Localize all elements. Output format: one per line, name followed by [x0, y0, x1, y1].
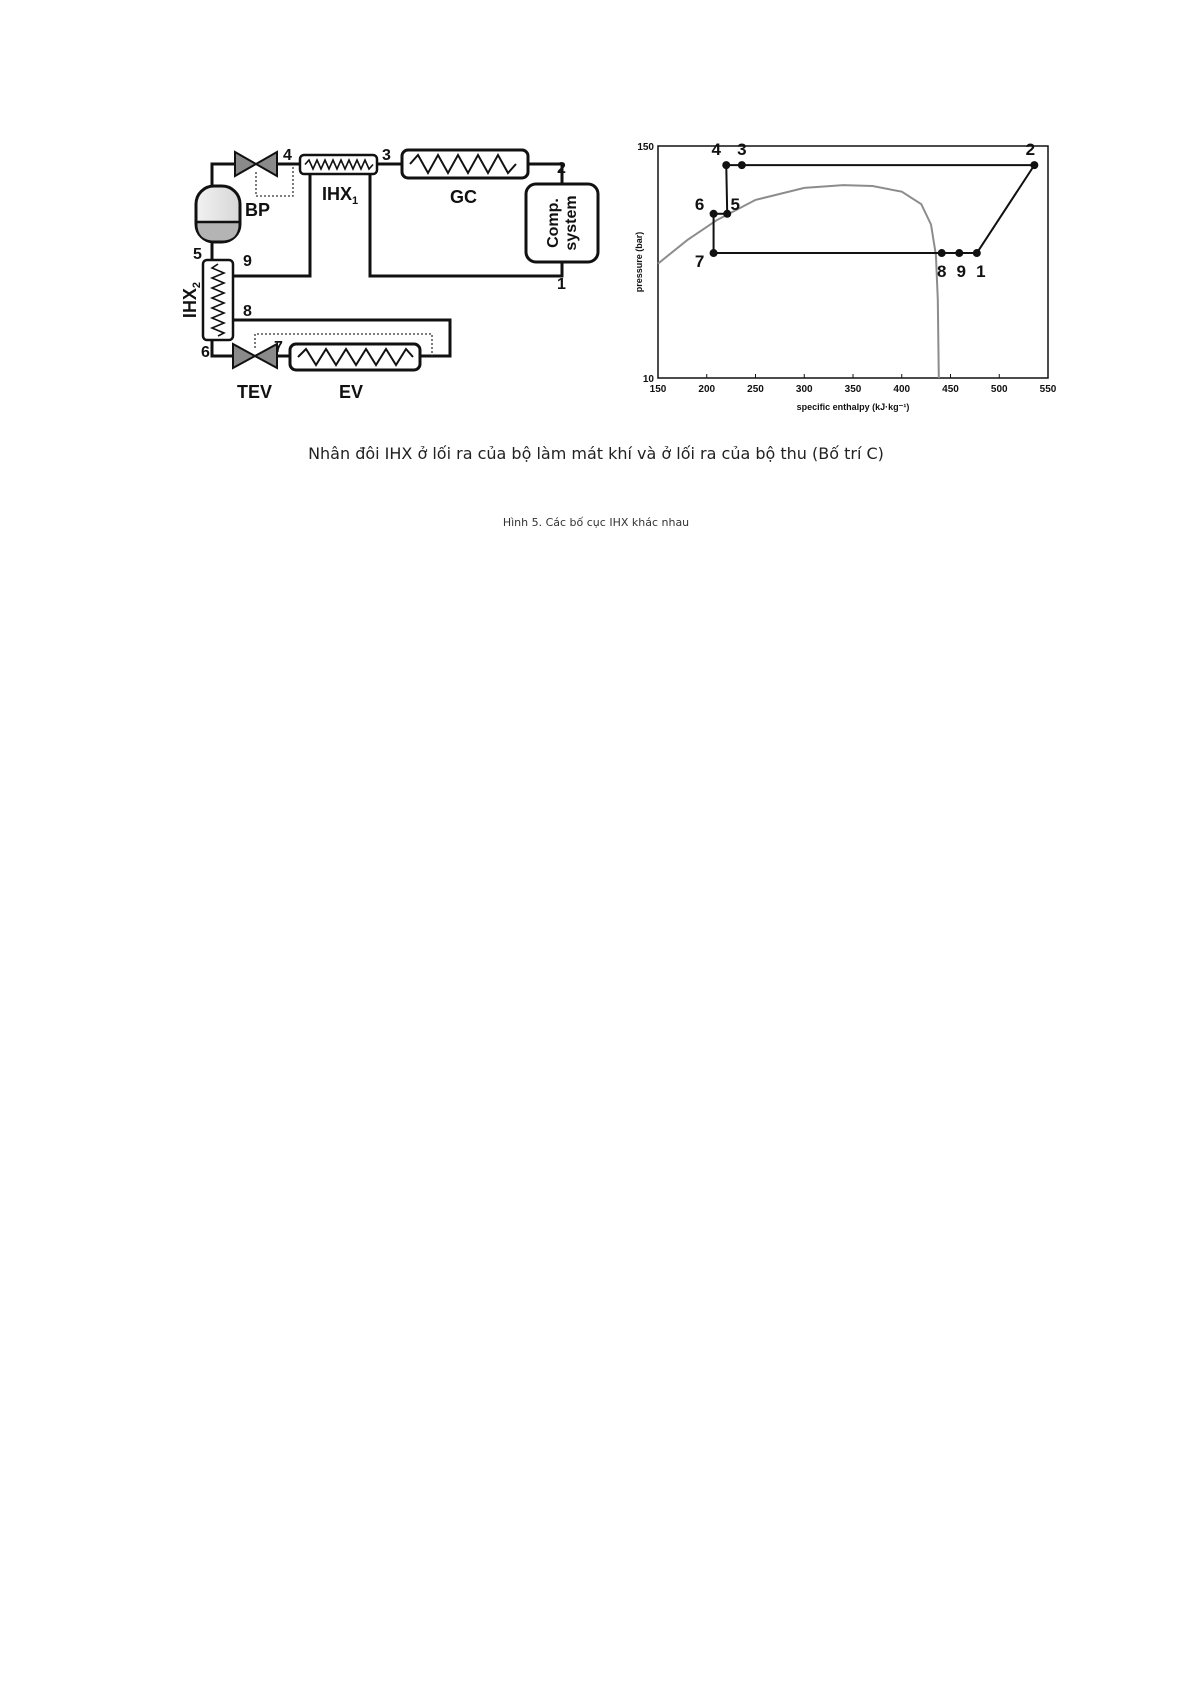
circuit-point-6: 6 [201, 344, 210, 361]
y-tick-label: 10 [642, 374, 654, 385]
label-gc: GC [450, 187, 477, 207]
circuit-point-2: 2 [557, 160, 566, 177]
cycle-point-label-1: 1 [976, 262, 986, 282]
cycle-lines [714, 165, 1035, 253]
cycle-point-label-4: 4 [711, 140, 721, 160]
label-comp-line1: Comp. [545, 198, 562, 248]
saturation-dome [658, 185, 939, 378]
x-axis-title: specific enthalpy (kJ·kg⁻¹) [796, 402, 910, 412]
cycle-point-9 [955, 249, 963, 257]
circuit-point-8: 8 [243, 303, 252, 320]
evaporator-icon [290, 344, 420, 370]
compressor-system-icon [526, 184, 598, 262]
x-tick-label: 450 [942, 384, 959, 395]
x-tick-label: 400 [893, 384, 911, 395]
pipe-bp-to-tank [212, 164, 234, 186]
label-ev: EV [339, 382, 364, 402]
x-tick-label: 550 [1039, 384, 1057, 395]
x-tick-label: 200 [698, 384, 716, 395]
receiver-tank-icon [196, 186, 240, 242]
y-tick-label: 150 [637, 142, 654, 153]
cycle-point-7 [710, 249, 718, 257]
cycle-segment-1-2 [977, 165, 1035, 253]
x-tick-label: 150 [649, 384, 667, 395]
x-tick-label: 350 [844, 384, 862, 395]
ihx2-icon [203, 260, 233, 340]
cycle-point-label-3: 3 [737, 140, 747, 160]
circuit-point-7: 7 [274, 339, 283, 356]
circuit-point-5: 5 [193, 246, 202, 263]
figure-caption: Nhân đôi IHX ở lối ra của bộ làm mát khí và ở lối ra của bộ thu (Bố trí C) [308, 444, 884, 463]
cycle-point-label-2: 2 [1025, 140, 1036, 160]
label-comp-line2: system [563, 195, 580, 251]
circuit-point-1: 1 [557, 276, 566, 293]
label-ihx2: $IHX_2$ [180, 281, 203, 319]
plot-frame [658, 146, 1048, 378]
y-axis-title: pressure (bar) [634, 231, 644, 293]
label-ihx1: $IHX_1$ [322, 184, 359, 207]
ph-chart [634, 140, 1057, 412]
cycle-point-label-9: 9 [956, 262, 967, 282]
x-axis-ticks [650, 374, 1057, 395]
ihx1-icon [300, 155, 377, 174]
cycle-point-1 [973, 249, 981, 257]
cycle-point-4 [722, 161, 730, 169]
label-tev: TEV [237, 382, 273, 402]
gas-cooler-icon [402, 150, 528, 178]
cycle-point-3 [738, 161, 746, 169]
circuit-point-4: 4 [283, 147, 292, 164]
x-tick-label: 300 [795, 384, 813, 395]
figure-number-caption: Hình 5. Các bố cục IHX khác nhau [502, 516, 690, 529]
cycle-point-label-6: 6 [694, 194, 705, 214]
circuit-point-9: 9 [243, 253, 252, 270]
cycle-point-2 [1030, 161, 1038, 169]
cycle-point-6 [710, 210, 718, 218]
cycle-point-label-7: 7 [694, 252, 705, 272]
x-tick-label: 250 [747, 384, 764, 395]
cycle-point-8 [938, 249, 946, 257]
cycle-segment-4-5 [726, 165, 727, 214]
cycle-points [695, 140, 1039, 281]
pipe-ihx2-to-tev [212, 340, 232, 356]
cycle-point-label-8: 8 [936, 262, 947, 282]
cycle-point-label-5: 5 [730, 194, 740, 214]
circuit-diagram [212, 164, 562, 356]
x-tick-label: 500 [990, 384, 1008, 395]
label-bp: BP [245, 200, 271, 220]
circuit-point-3: 3 [382, 147, 391, 164]
